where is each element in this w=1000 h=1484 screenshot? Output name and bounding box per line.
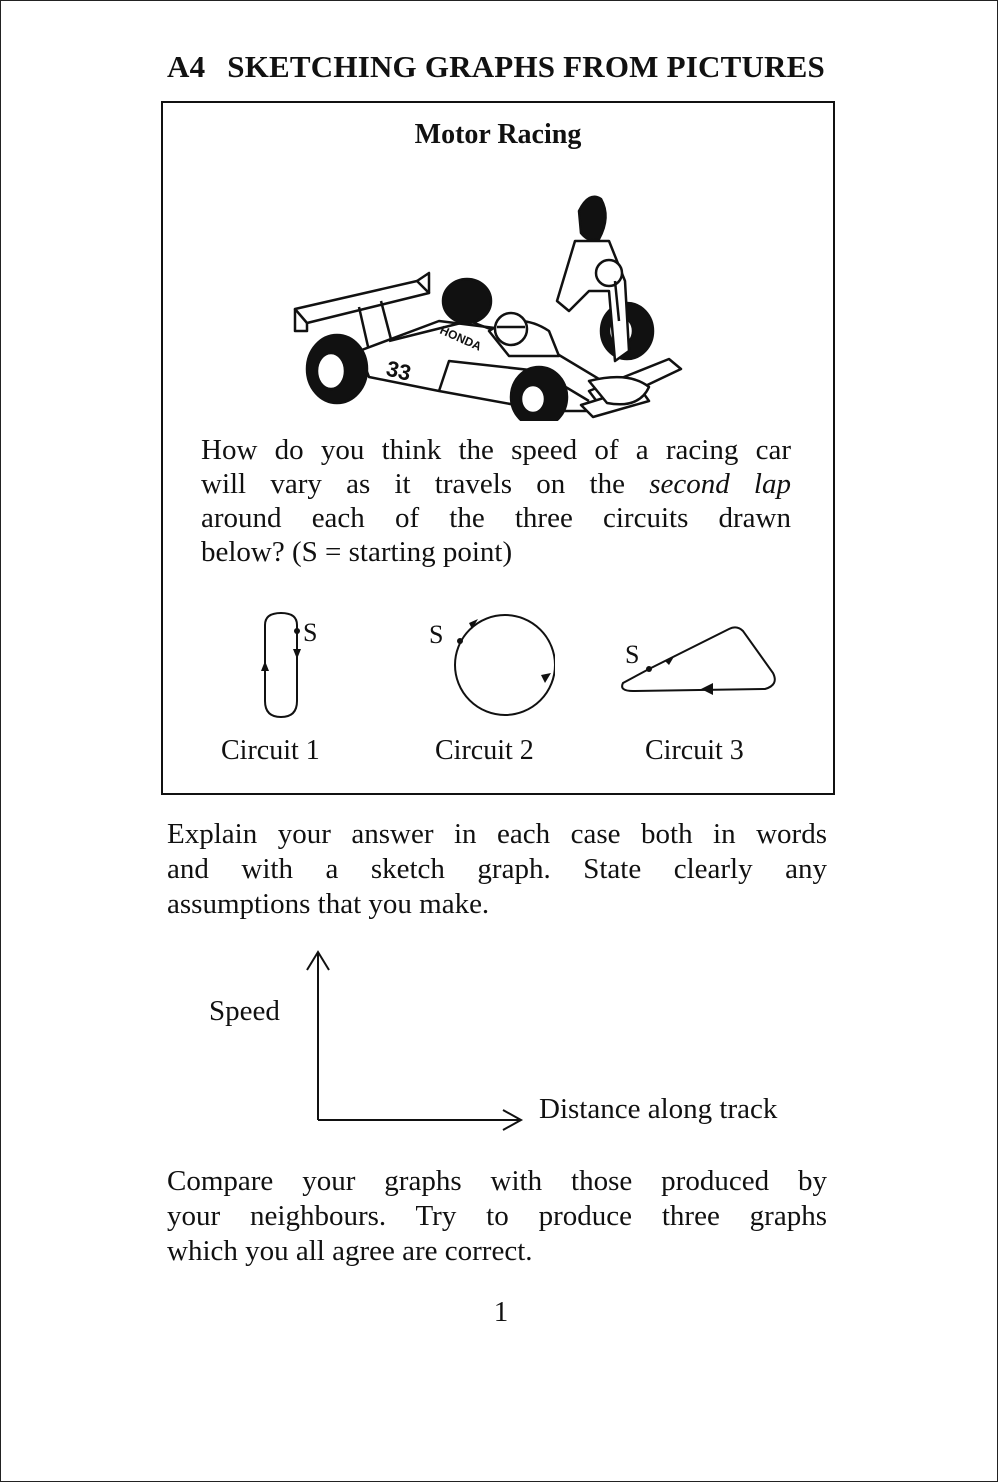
question-line-4: below? (S = starting point): [201, 536, 513, 568]
circuit-1-start-label: S: [303, 618, 318, 647]
car-number: 33: [383, 355, 414, 386]
circuit-2-start-label: S: [429, 620, 444, 649]
instructions-line-1: Explain your answer in each case both in words: [167, 818, 827, 850]
section-title: SKETCHING GRAPHS FROM PICTURES: [227, 49, 825, 84]
instructions-line-2: and with a sketch graph. State clearly any: [167, 853, 827, 885]
question-line-3: around each of the three circuits drawn: [201, 502, 791, 534]
section-code: A4: [167, 49, 206, 84]
motor-racing-box: [161, 101, 835, 795]
circuit-3-diagram: [609, 619, 789, 709]
compare-line-2: your neighbours. Try to produce three graphs: [167, 1200, 827, 1232]
page-number: 1: [493, 1296, 509, 1328]
circuit-1-label: Circuit 1: [221, 735, 320, 766]
question-line-2: [201, 467, 791, 501]
speed-distance-axes: [301, 946, 541, 1131]
question-line-1: How do you think the speed of a racing car: [201, 434, 791, 466]
circuit-3-start-label: S: [625, 640, 640, 669]
circuit-3-label: Circuit 3: [645, 735, 744, 766]
box-title: Motor Racing: [414, 119, 582, 150]
circuit-1-diagram: [253, 609, 333, 721]
y-axis-label: Speed: [209, 995, 280, 1027]
question-emphasis: second lap: [649, 468, 791, 500]
circuit-2-label: Circuit 2: [435, 735, 534, 766]
page-heading: [167, 49, 825, 85]
compare-paragraph: [167, 1164, 827, 1269]
question-text: [201, 433, 791, 569]
instructions-paragraph: [167, 817, 827, 922]
compare-line-3: which you all agree are correct.: [167, 1235, 533, 1267]
car-brand: HONDA: [437, 322, 484, 354]
question-line-2-text: will vary as it travels on the: [201, 468, 650, 500]
instructions-line-3: assumptions that you make.: [167, 888, 490, 920]
racing-car-illustration: [289, 181, 709, 421]
x-axis-label: Distance along track: [539, 1093, 778, 1125]
compare-line-1: Compare your graphs with those produced by: [167, 1165, 827, 1197]
circuit-2-diagram: [425, 609, 555, 721]
